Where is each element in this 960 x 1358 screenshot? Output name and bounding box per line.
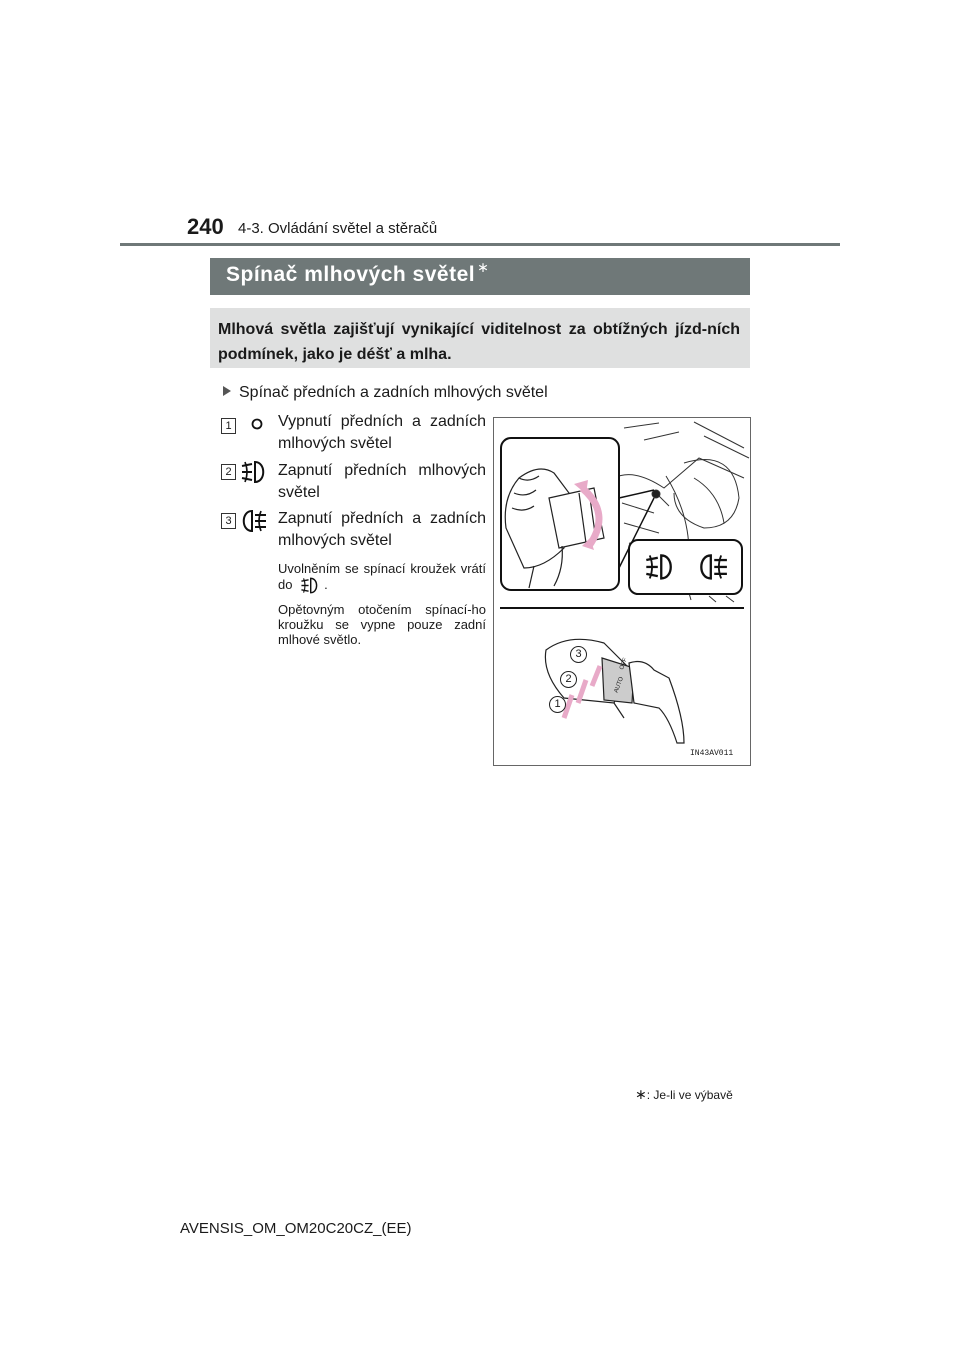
figure-code: IN43AV011 xyxy=(690,749,734,758)
header-divider xyxy=(120,243,840,246)
item-text-3: Zapnutí předních a zadních mlhových světel xyxy=(278,510,486,549)
item-number-2: 2 xyxy=(221,464,236,480)
release-note xyxy=(278,561,486,598)
auto-label: AUTO xyxy=(613,676,625,694)
subheading-text: Spínač předních a zadních mlhových světel xyxy=(239,384,548,401)
subheading xyxy=(223,384,548,402)
section-title-text: Spínač mlhových světel xyxy=(226,263,476,286)
callout-2: 2 xyxy=(560,671,577,688)
intro-box xyxy=(210,308,750,368)
footnote-star: ∗ xyxy=(635,1086,647,1102)
front-fog-light-icon xyxy=(300,576,320,598)
release-note-end: . xyxy=(324,577,328,592)
section-title-bar xyxy=(210,258,750,295)
release-note-text: Uvolněním se spínací kroužek vrátí do xyxy=(278,561,486,592)
intro-text: Mlhová světla zajišťují vynikající viditelnost za obtížných jízd-ních podmínek, jako je déšť a mlha. xyxy=(218,321,740,363)
footnote xyxy=(635,1086,733,1103)
item-number-1: 1 xyxy=(221,418,236,434)
section-breadcrumb: 4-3. Ovládání světel a stěračů xyxy=(238,220,438,237)
callout-3: 3 xyxy=(570,646,587,663)
fog-switch-illustration xyxy=(493,417,751,766)
off-circle-icon xyxy=(250,417,264,436)
footnote-text: : Je-li ve výbavě xyxy=(646,1088,733,1102)
illustration-drawing xyxy=(494,418,750,765)
item-text-2: Zapnutí předních mlhových světel xyxy=(278,462,486,501)
front-fog-light-icon xyxy=(240,459,268,490)
off-label: OFF xyxy=(619,657,629,671)
page-number: 240 xyxy=(187,214,224,239)
item-text-1: Vypnutí předních a zadních mlhových světel xyxy=(278,413,486,452)
section-title xyxy=(226,259,490,287)
callout-1: 1 xyxy=(549,696,566,713)
triangle-bullet-icon xyxy=(223,386,231,396)
turn-again-note: Opětovným otočením spínací-ho kroužku se vypne pouze zadní mlhové světlo. xyxy=(278,602,486,647)
item-number-3: 3 xyxy=(221,513,236,529)
document-code: AVENSIS_OM_OM20C20CZ_(EE) xyxy=(180,1220,412,1237)
rear-fog-light-icon xyxy=(240,508,268,539)
optional-equipment-star: ∗ xyxy=(477,259,490,275)
